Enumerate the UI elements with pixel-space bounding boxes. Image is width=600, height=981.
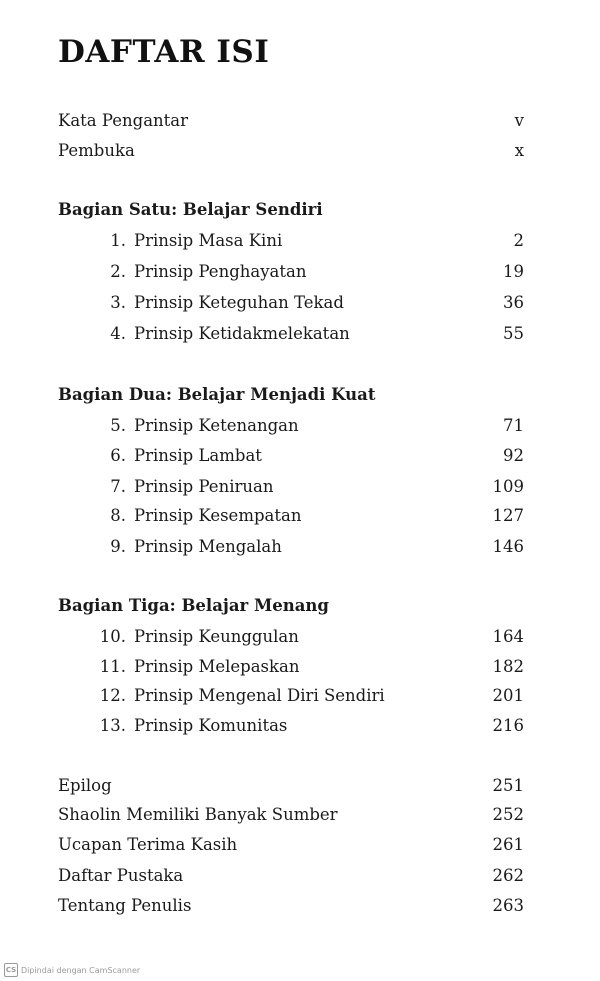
chapter-entry bbox=[96, 627, 524, 653]
section-heading bbox=[58, 385, 524, 411]
chapter-title: Prinsip Lambat bbox=[134, 446, 262, 465]
chapter-title: Prinsip Keunggulan bbox=[134, 627, 299, 646]
chapter-title: Prinsip Peniruan bbox=[134, 477, 274, 496]
chapter-title: Prinsip Penghayatan bbox=[134, 262, 307, 281]
entry-page-number: v bbox=[514, 111, 524, 130]
entry-label: Pembuka bbox=[58, 141, 135, 160]
toc-entry bbox=[58, 776, 524, 802]
camscanner-logo-icon: CS bbox=[4, 963, 18, 977]
toc-entry bbox=[58, 896, 524, 922]
chapter-number: 11. bbox=[99, 657, 126, 676]
page-title: DAFTAR ISI bbox=[58, 34, 270, 70]
entry-page-number: 146 bbox=[492, 537, 524, 556]
watermark-text: Dipindai dengan CamScanner bbox=[21, 965, 141, 975]
chapter-entry bbox=[96, 657, 524, 683]
chapter-title: Prinsip Mengenal Diri Sendiri bbox=[134, 686, 385, 705]
toc-entry bbox=[58, 866, 524, 892]
entry-label: Epilog bbox=[58, 776, 112, 795]
entry-page-number: 263 bbox=[492, 896, 524, 915]
entry-label: Tentang Penulis bbox=[58, 896, 192, 915]
toc-entry bbox=[58, 835, 524, 861]
chapter-number: 2. bbox=[110, 262, 126, 281]
chapter-title: Prinsip Kesempatan bbox=[134, 506, 302, 525]
chapter-title: Prinsip Melepaskan bbox=[134, 657, 300, 676]
entry-page-number: 19 bbox=[503, 262, 524, 281]
entry-page-number: 201 bbox=[492, 686, 524, 705]
entry-label: Daftar Pustaka bbox=[58, 866, 184, 885]
section-heading-label: Bagian Dua: Belajar Menjadi Kuat bbox=[58, 385, 376, 404]
chapter-number: 13. bbox=[99, 716, 126, 735]
toc-entry bbox=[58, 111, 524, 137]
chapter-entry bbox=[96, 446, 524, 472]
chapter-entry bbox=[96, 477, 524, 503]
chapter-entry bbox=[96, 416, 524, 442]
entry-page-number: 92 bbox=[503, 446, 524, 465]
chapter-number: 3. bbox=[110, 293, 126, 312]
entry-page-number: 109 bbox=[492, 477, 524, 496]
section-heading-label: Bagian Tiga: Belajar Menang bbox=[58, 596, 329, 615]
chapter-number: 5. bbox=[110, 416, 126, 435]
chapter-number: 10. bbox=[99, 627, 126, 646]
chapter-title: Prinsip Ketenangan bbox=[134, 416, 299, 435]
chapter-number: 4. bbox=[110, 324, 126, 343]
entry-page-number: 182 bbox=[492, 657, 524, 676]
entry-page-number: 251 bbox=[492, 776, 524, 795]
entry-page-number: 261 bbox=[492, 835, 524, 854]
section-heading bbox=[58, 200, 524, 226]
entry-page-number: 127 bbox=[492, 506, 524, 525]
chapter-title: Prinsip Ketidakmelekatan bbox=[134, 324, 350, 343]
entry-page-number: 252 bbox=[492, 805, 524, 824]
chapter-number: 6. bbox=[110, 446, 126, 465]
chapter-number: 8. bbox=[110, 506, 126, 525]
chapter-number: 12. bbox=[99, 686, 126, 705]
entry-page-number: 36 bbox=[503, 293, 524, 312]
entry-page-number: 262 bbox=[492, 866, 524, 885]
chapter-entry bbox=[96, 262, 524, 288]
chapter-number: 7. bbox=[110, 477, 126, 496]
chapter-entry bbox=[96, 716, 524, 742]
chapter-title: Prinsip Komunitas bbox=[134, 716, 288, 735]
section-heading-label: Bagian Satu: Belajar Sendiri bbox=[58, 200, 323, 219]
toc-entry bbox=[58, 805, 524, 831]
entry-page-number: 164 bbox=[492, 627, 524, 646]
entry-page-number: 55 bbox=[503, 324, 524, 343]
chapter-entry bbox=[96, 293, 524, 319]
chapter-entry bbox=[96, 686, 524, 712]
chapter-entry bbox=[96, 231, 524, 257]
entry-page-number: 2 bbox=[513, 231, 524, 250]
entry-label: Shaolin Memiliki Banyak Sumber bbox=[58, 805, 338, 824]
chapter-number: 1. bbox=[110, 231, 126, 250]
chapter-title: Prinsip Mengalah bbox=[134, 537, 282, 556]
toc-entry bbox=[58, 141, 524, 167]
chapter-title: Prinsip Keteguhan Tekad bbox=[134, 293, 344, 312]
chapter-title: Prinsip Masa Kini bbox=[134, 231, 283, 250]
entry-page-number: 71 bbox=[503, 416, 524, 435]
section-heading bbox=[58, 596, 524, 622]
chapter-entry bbox=[96, 324, 524, 350]
chapter-number: 9. bbox=[110, 537, 126, 556]
entry-label: Kata Pengantar bbox=[58, 111, 189, 130]
entry-page-number: x bbox=[514, 141, 524, 160]
entry-label: Ucapan Terima Kasih bbox=[58, 835, 238, 854]
entry-page-number: 216 bbox=[492, 716, 524, 735]
scanner-watermark bbox=[4, 963, 140, 977]
chapter-entry bbox=[96, 537, 524, 563]
chapter-entry bbox=[96, 506, 524, 532]
